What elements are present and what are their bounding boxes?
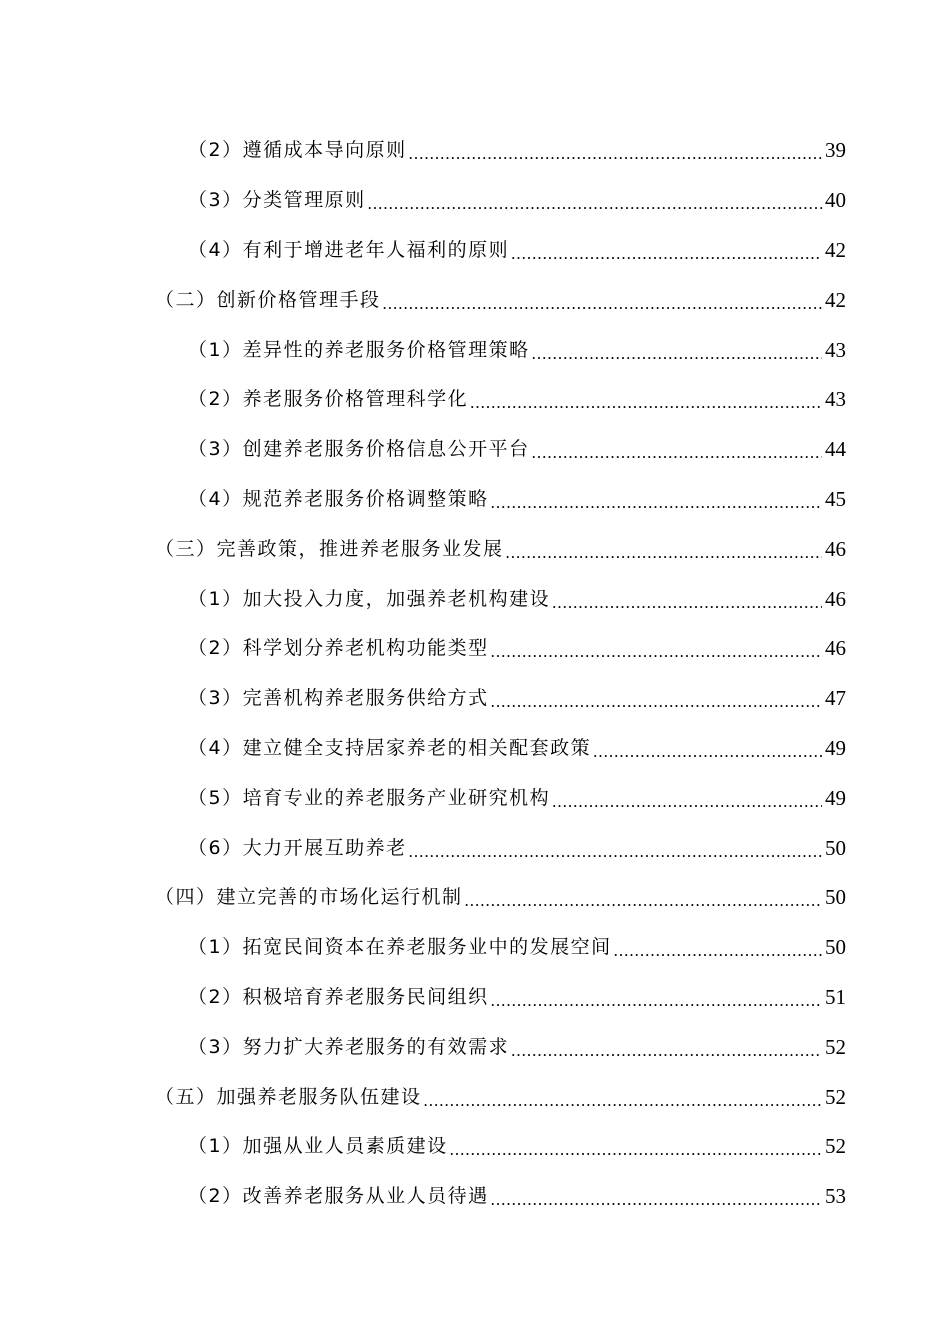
toc-entry[interactable] [0,425,950,475]
toc-dot-leader [511,245,822,262]
toc-dot-leader [368,195,822,212]
toc-dot-leader [552,594,822,611]
toc-page-number: 50 [825,885,846,910]
toc-dot-leader [491,693,822,710]
toc-entry[interactable] [0,1172,950,1222]
toc-entry-title: （四）建立完善的市场化运行机制 [155,886,463,909]
toc-entry[interactable] [0,375,950,425]
toc-dot-leader [614,942,822,959]
toc-page-number: 50 [825,935,846,960]
toc-entry-title: （3）努力扩大养老服务的有效需求 [188,1035,510,1058]
toc-page-number: 52 [825,1134,846,1159]
toc-section-entry[interactable] [0,275,950,325]
toc-entry[interactable] [0,325,950,375]
toc-page-number: 46 [825,636,846,661]
toc-section-entry[interactable] [0,873,950,923]
toc-page-number: 45 [825,486,846,511]
toc-entry-title: （2）养老服务价格管理科学化 [188,388,469,411]
toc-dot-leader [491,643,822,660]
toc-page-number: 40 [825,188,846,213]
toc-dot-leader [506,544,822,561]
toc-entry[interactable] [0,624,950,674]
toc-dot-leader [424,1092,822,1109]
toc-dot-leader [491,494,822,511]
toc-entry-title: （4）规范养老服务价格调整策略 [188,487,489,510]
toc-entry-title: （6）大力开展互助养老 [188,836,407,859]
toc-entry[interactable] [0,126,950,176]
toc-entry-title: （3）分类管理原则 [188,189,366,212]
toc-entry-title: （3）创建养老服务价格信息公开平台 [188,438,530,461]
toc-dot-leader [552,793,822,810]
toc-entry-title: （三）完善政策，推进养老服务业发展 [155,537,504,560]
toc-entry-title: （1）拓宽民间资本在养老服务业中的发展空间 [188,936,612,959]
toc-entry[interactable] [0,226,950,276]
toc-dot-leader [383,295,822,312]
toc-dot-leader [450,1141,822,1158]
toc-entry-title: （二）创新价格管理手段 [155,288,381,311]
toc-entry[interactable] [0,973,950,1023]
toc-entry[interactable] [0,475,950,525]
toc-section-entry[interactable] [0,524,950,574]
toc-dot-leader [593,743,822,760]
toc-entry[interactable] [0,574,950,624]
toc-entry-title: （2）改善养老服务从业人员待遇 [188,1185,489,1208]
toc-dot-leader [532,345,822,362]
toc-entry[interactable] [0,724,950,774]
toc-page-number: 52 [825,1034,846,1059]
toc-entry[interactable] [0,923,950,973]
toc-page-number: 52 [825,1084,846,1109]
toc-page-number: 50 [825,835,846,860]
table-of-contents [0,126,950,1222]
toc-dot-leader [409,145,822,162]
toc-entry[interactable] [0,1022,950,1072]
toc-dot-leader [409,843,822,860]
toc-page-number: 49 [825,785,846,810]
toc-page-number: 43 [825,337,846,362]
toc-entry[interactable] [0,674,950,724]
toc-entry-title: （2）遵循成本导向原则 [188,139,407,162]
toc-dot-leader [470,394,822,411]
toc-entry-title: （1）差异性的养老服务价格管理策略 [188,338,530,361]
toc-page-number: 42 [825,237,846,262]
toc-entry-title: （2）积极培育养老服务民间组织 [188,985,489,1008]
toc-entry-title: （1）加大投入力度，加强养老机构建设 [188,587,551,610]
toc-page-number: 49 [825,735,846,760]
toc-entry-title: （3）完善机构养老服务供给方式 [188,687,489,710]
toc-page-number: 46 [825,536,846,561]
toc-entry-title: （五）加强养老服务队伍建设 [155,1085,422,1108]
toc-entry[interactable] [0,823,950,873]
toc-entry[interactable] [0,1122,950,1172]
toc-page-number: 42 [825,287,846,312]
toc-page-number: 51 [825,984,846,1009]
toc-dot-leader [511,1042,822,1059]
toc-entry-title: （1）加强从业人员素质建设 [188,1135,448,1158]
toc-entry-title: （5）培育专业的养老服务产业研究机构 [188,786,551,809]
toc-dot-leader [491,1191,822,1208]
toc-page-number: 47 [825,686,846,711]
toc-page-number: 39 [825,138,846,163]
toc-entry-title: （2）科学划分养老机构功能类型 [188,637,489,660]
toc-entry-title: （4）建立健全支持居家养老的相关配套政策 [188,736,592,759]
toc-page-number: 43 [825,387,846,412]
toc-entry-title: （4）有利于增进老年人福利的原则 [188,238,510,261]
toc-dot-leader [465,892,822,909]
toc-dot-leader [532,444,822,461]
toc-entry[interactable] [0,176,950,226]
toc-page-number: 44 [825,437,846,462]
toc-page-number: 46 [825,586,846,611]
toc-page-number: 53 [825,1184,846,1209]
toc-section-entry[interactable] [0,1072,950,1122]
toc-dot-leader [491,992,822,1009]
toc-entry[interactable] [0,773,950,823]
